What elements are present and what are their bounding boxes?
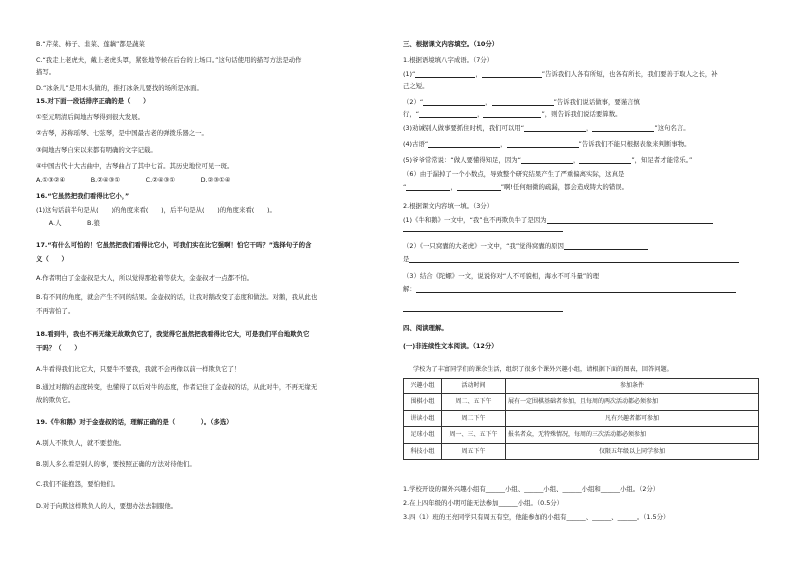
part-1-title: (一)非连续性文本阅读。（12分） [403,342,498,350]
q16-options: A.人 B.狼 [36,219,100,227]
q19-option-b: B.别人多么看是别人的事，要按照正确的方法对待他们。 [36,460,196,468]
question-18-cont: 干吗？（ ） [36,344,81,352]
answer-blank[interactable] [579,156,631,164]
table-cell: 展有一定围棋基础者参加，且每周的两次活动都必须参加 [506,394,759,411]
q15-options: A.①③②④ B.②④③① C.②④③① D.②③①④ [36,176,231,184]
table-cell: 仅限五年级以上同学参加 [506,443,759,460]
table-row [404,443,759,460]
after-question-1: 1.学校开设的课外兴趣小组有______小组、______小组、______小组和______小组。（2分） [403,485,660,493]
table-cell: 围棋小组 [404,394,442,411]
question-17-cont: 义（ ） [36,255,68,263]
answer-blank[interactable] [423,98,485,106]
answer-line[interactable] [403,311,563,312]
answer-line[interactable] [403,231,563,232]
q2-3-cont: 解： [403,285,736,293]
q1-1-line: (1)“ ， ”告诉我们人各有所短，也各有所长，我们要善于取人之长，补 [403,70,718,78]
table-cell: 周一、三、五下午 [442,427,506,444]
answer-blank[interactable] [547,216,713,224]
q1-3-line: (3)劝诫别人做事要抓住时机，我们可以用“ ， ”这句名言。 [403,124,690,132]
answer-blank[interactable] [416,285,736,293]
activity-table [403,378,759,460]
q18-option-a: A.牛看得我们比它大，只要牛不要我，我就不会再像以前一样欺负它了！ [36,365,241,373]
answer-blank[interactable] [482,70,542,78]
option-b-line: B.“芹菜、柿子、韭菜、莲藕”都是蔬菜 [36,40,145,48]
q1-6-cont: “ ， ”啊!任何细微的疏漏，都会造成铸大的错误。 [403,183,628,191]
table-cell: 周二下午 [442,410,506,427]
answer-blank[interactable] [457,183,501,191]
table-cell: 周五下午 [442,443,506,460]
q18-option-b: B.通过对鹅的态度转变，也懂得了以后对牛的态度，作者记住了金壶叔的话，从此对牛，不再无缘无 [36,383,318,391]
q1-title: 1.根据语境填八字成语。（7分） [403,56,494,64]
question-15: 15.对下面一段话排序正确的是（ ） [36,97,150,105]
q1-1-cont: 己之短。 [403,82,429,90]
q15-item-4: ④中国古代十大古曲中，古琴曲占了其中七首。其历史地位可见一斑。 [36,162,234,170]
answer-blank[interactable] [428,140,500,148]
table-cell: 讲读小组 [404,410,442,427]
table-cell: 足球小组 [404,427,442,444]
q1-4-line: (4)古语“ ， ”告诉我们不能只根据表象来判断事物。 [403,140,691,148]
table-header-row [404,379,759,394]
section-3-title: 三、根据课文内容填空。（10分） [403,40,499,48]
q19-option-a: A.别人不欺负人，就不要惹他。 [36,439,126,447]
answer-blank[interactable] [524,124,586,132]
q2-3-line: （3）结合《陀螺》一文，说说你对“人不可貌相，海水不可斗量”的理 [403,272,600,280]
section-4-title: 四、阅读理解。 [403,324,448,332]
answer-blank[interactable] [419,110,477,118]
q19-option-d: D.对于向欺这样欺负人的人，要想办法去制服他。 [36,502,178,510]
q1-2-cont: 行，“ ， ”，则告诉我们说话要算数。 [403,110,622,118]
q18-option-b-cont: 故的欺负它。 [36,396,75,404]
table-header: 参加条件 [506,379,759,394]
after-question-2: 2.在上四年级的小明可能无法参加______小组。（0.5分） [403,499,564,507]
q15-item-2: ②古琴，苏称瑶琴、七弦琴，是中国最古老的弹拨乐器之一。 [36,129,208,137]
q1-2-line: （2）“ ， ”告诉我们说话做事，要谨言慎 [403,98,640,106]
answer-blank[interactable] [483,110,541,118]
table-cell: 凡有兴趣者都可参加 [506,410,759,427]
answer-blank[interactable] [592,124,654,132]
q16-part-1: (1)这句话前半句是从( )的角度来看( )，后半句是从( )的角度来看( )。 [36,206,276,214]
answer-blank[interactable] [507,140,579,148]
option-d-line: D.“冰条儿”是用木头做的，推打冰条儿要找的场所是冰面。 [36,84,203,92]
option-c-line: C.“我走上老虎夫，戴上老虎头罩，紧张地等候在后台的上场口。”这句话使用的描写方法是动作 [36,56,302,64]
answer-blank[interactable] [492,98,554,106]
answer-blank[interactable] [521,156,573,164]
q2-2-line: （2）《一只窝囊的大老虎》一文中，“我”觉得窝囊的原因 [403,242,648,250]
table-row [404,394,759,411]
table-header: 兴趣小组 [404,379,442,394]
q15-item-3: ③阆地古琴自宋以来都有明确的文字记载。 [36,146,157,154]
q1-5-line: (5)爷爷常常说：“做人要懂得知足，因为“ ， ”，知足者才能常乐。” [403,156,693,164]
q2-title: 2.根据课文内容填一填。（3分） [403,202,494,210]
question-18: 18.看到牛，我也不再无缘无故欺负它了，我觉得它虽然把我看得比它大，可是我们平台地欺负它 [36,330,310,338]
q19-option-c: C.我们不能抱怨，要怕他们。 [36,480,120,488]
table-row [404,410,759,427]
q17-option-b-cont: 不再害怕了。 [36,307,75,315]
table-cell: 周二、五下午 [442,394,506,411]
table-row [404,427,759,444]
q1-6-line: （6）由于漏掉了一个小数点，导致整个研究结果产生了严重偏离实际，这真是 [403,170,625,178]
q17-option-b: B.有不同的角度，就会产生不同的结果。金壶叔的话，让我对鹅改变了态度和做法。对鹅，我从此也 [36,293,318,301]
q2-2-cont: 是 [403,255,739,263]
after-question-3: 3.四（1）班的王亮同学只有周五有空，他能参加的小组有______、______、______。（1.5分） [403,513,670,521]
table-cell: 报名者众，无特殊情况，每周的三次活动都必须参加 [506,427,759,444]
table-cell: 科技小组 [404,443,442,460]
question-16: 16.“它虽然把我们看得比它小，” [36,192,130,200]
question-17: 17.“有什么可怕的！它虽然把我们看得比它小，可我们实在比它强啊！怕它干吗？”选择句子的含 [36,241,312,249]
q17-option-a: A.作者明白了金壶叔是大人，所以觉得那抢着等获大，金壶叔才一点都不怕。 [36,274,254,282]
question-19: 19.《牛和鹅》对于金壶叔的话，理解正确的是（ ）。（多选） [36,418,233,426]
q15-item-1: ①至元明清后阆地古琴得到很大发展。 [36,113,144,121]
answer-blank[interactable] [564,242,648,250]
answer-blank[interactable] [409,255,739,263]
answer-blank[interactable] [415,70,475,78]
table-intro: 学校为了丰富同学们的课余生活，组织了很多个课外兴趣小组，请根据下面的图表，回答问题。 [413,366,673,373]
answer-blank[interactable] [406,183,450,191]
option-c-line-cont: 描写。 [36,68,56,76]
table-header: 活动时间 [442,379,506,394]
q2-1-line: (1)《牛和鹅》一文中，“我”也不再欺负牛了是因为 [403,216,713,224]
